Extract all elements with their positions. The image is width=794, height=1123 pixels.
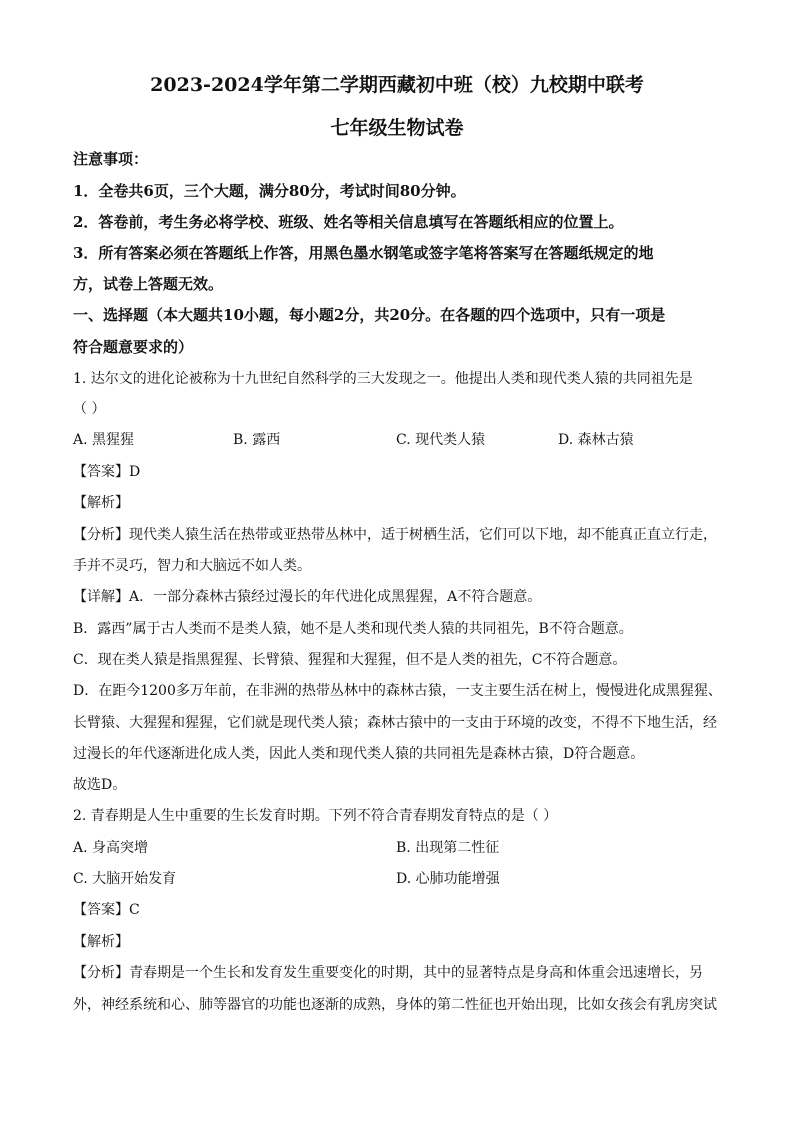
q1-option-a: A. 黑猩猩 xyxy=(73,432,135,448)
q2-option-b: B. 出现第二性征 xyxy=(396,840,500,856)
q1-analysis-line: 【详解】A．一部分森林古猿经过漫长的年代进化成黑猩猩，A不符合题意。 xyxy=(73,589,542,605)
notes-item: 方，试卷上答题无效。 xyxy=(73,275,224,293)
section-heading: 一、选择题（本大题共10小题，每小题2分，共20分。在各题的四个选项中，只有一项是 xyxy=(73,306,666,324)
q1-stem: 1. 达尔文的进化论被称为十九世纪自然科学的三大发现之一。他提出人类和现代类人猿的共同祖先是 xyxy=(73,371,693,387)
q1-option-d: D. 森林古猿 xyxy=(558,432,634,448)
q1-analysis-line: 故选D。 xyxy=(73,777,127,793)
q1-option-b: B. 露西 xyxy=(233,432,281,448)
notes-item: 1．全卷共6页，三个大题，满分80分，考试时间80分钟。 xyxy=(73,182,466,200)
notes-item: 2．答卷前，考生务必将学校、班级、姓名等相关信息填写在答题纸相应的位置上。 xyxy=(73,213,624,231)
q1-stem-bracket: （ ） xyxy=(73,401,106,417)
section-heading-cont: 符合题意要求的） xyxy=(73,338,194,356)
q2-analysis-label: 【解析】 xyxy=(73,934,129,950)
notes-heading: 注意事项： xyxy=(73,150,149,168)
q1-analysis-line: 过漫长的年代逐渐进化成人类，因此人类和现代类人猿的共同祖先是森林古猿，D符合题意。 xyxy=(73,746,645,762)
notes-item: 3．所有答案必须在答题纸上作答，用黑色墨水钢笔或签字笔将答案写在答题纸规定的地 xyxy=(73,244,654,262)
q2-analysis-line: 【分析】青春期是一个生长和发育发生重要变化的时期，其中的显著特点是身高和体重会迅速增长，另 xyxy=(73,965,703,981)
q1-analysis-line: 长臂猿、大猩猩和猩猩，它们就是现代类人猿；森林古猿中的一支由于环境的改变，不得不下地生活，经 xyxy=(73,715,717,731)
q2-option-a: A. 身高突增 xyxy=(73,840,149,856)
q1-answer: 【答案】D xyxy=(73,464,141,480)
q1-analysis-line: 手并不灵巧，智力和大脑远不如人类。 xyxy=(73,558,311,574)
q1-analysis-line: D．在距今1200多万年前，在非洲的热带丛林中的森林古猿，一支主要生活在树上，慢慢进化成黑猩猩、 xyxy=(73,683,722,699)
q1-analysis-line: 【分析】现代类人猿生活在热带或亚热带丛林中，适于树栖生活，它们可以下地，却不能真正直立行走， xyxy=(73,527,717,543)
q1-analysis-line: B．露西”属于古人类而不是类人猿，她不是人类和现代类人猿的共同祖先，B不符合题意。 xyxy=(73,621,633,637)
q1-analysis-label: 【解析】 xyxy=(73,495,129,511)
exam-subtitle: 七年级生物试卷 xyxy=(330,117,464,139)
q2-option-d: D. 心肺功能增强 xyxy=(396,871,500,887)
q2-analysis-line: 外，神经系统和心、肺等器官的功能也逐渐的成熟，身体的第二性征也开始出现，比如女孩会有乳房突试 xyxy=(73,997,717,1013)
q2-stem: 2. 青春期是人生中重要的生长发育时期。下列不符合青春期发育特点的是（ ） xyxy=(73,808,558,824)
q1-option-c: C. 现代类人猿 xyxy=(396,432,486,448)
q2-answer: 【答案】C xyxy=(73,902,140,918)
exam-title: 2023-2024学年第二学期西藏初中班（校）九校期中联考 xyxy=(150,74,644,96)
q1-analysis-line: C．现在类人猿是指黑猩猩、长臂猿、猩猩和大猩猩，但不是人类的祖先，C不符合题意。 xyxy=(73,652,627,668)
q2-option-c: C. 大脑开始发育 xyxy=(73,871,177,887)
